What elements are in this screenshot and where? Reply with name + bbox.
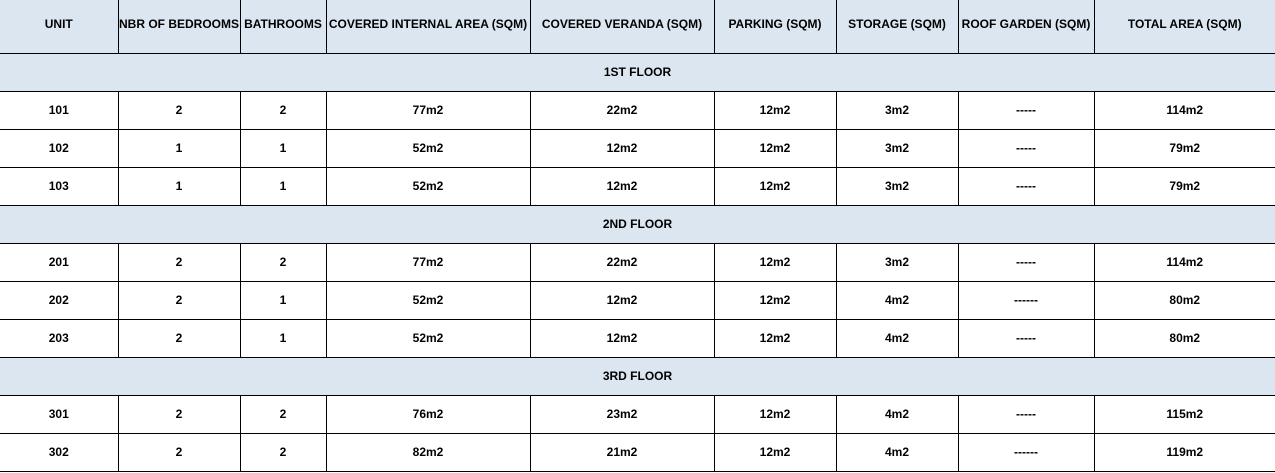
cell-storage: 4m2 [836, 281, 958, 319]
cell-bedrooms: 2 [118, 243, 240, 281]
cell-parking: 12m2 [714, 395, 836, 433]
cell-total-area: 79m2 [1094, 167, 1275, 205]
col-header-covered-veranda: COVERED VERANDA (SQM) [530, 0, 714, 53]
cell-storage: 4m2 [836, 433, 958, 471]
cell-unit: 302 [0, 433, 118, 471]
cell-parking: 12m2 [714, 243, 836, 281]
cell-unit: 103 [0, 167, 118, 205]
cell-total-area: 119m2 [1094, 433, 1275, 471]
cell-unit: 101 [0, 91, 118, 129]
cell-covered-internal-area: 77m2 [326, 243, 530, 281]
cell-parking: 12m2 [714, 281, 836, 319]
cell-parking: 12m2 [714, 167, 836, 205]
cell-bathrooms: 2 [240, 395, 326, 433]
floor-row-2nd [0, 205, 1275, 243]
cell-unit: 201 [0, 243, 118, 281]
cell-bathrooms: 1 [240, 129, 326, 167]
cell-bedrooms: 1 [118, 167, 240, 205]
table-row [0, 91, 1275, 129]
table-row [0, 281, 1275, 319]
cell-total-area: 79m2 [1094, 129, 1275, 167]
cell-total-area: 115m2 [1094, 395, 1275, 433]
cell-storage: 3m2 [836, 129, 958, 167]
cell-bathrooms: 2 [240, 91, 326, 129]
cell-bathrooms: 1 [240, 319, 326, 357]
col-header-unit: UNIT [0, 0, 118, 53]
cell-roof-garden: ------ [958, 281, 1094, 319]
cell-bathrooms: 2 [240, 433, 326, 471]
cell-roof-garden: ------ [958, 433, 1094, 471]
col-header-covered-internal-area: COVERED INTERNAL AREA (SQM) [326, 0, 530, 53]
cell-roof-garden: ----- [958, 129, 1094, 167]
cell-covered-internal-area: 52m2 [326, 281, 530, 319]
col-header-bathrooms: BATHROOMS [240, 0, 326, 53]
cell-total-area: 114m2 [1094, 91, 1275, 129]
col-header-parking: PARKING (SQM) [714, 0, 836, 53]
cell-roof-garden: ----- [958, 91, 1094, 129]
cell-covered-veranda: 22m2 [530, 243, 714, 281]
cell-storage: 3m2 [836, 91, 958, 129]
cell-total-area: 80m2 [1094, 281, 1275, 319]
cell-bedrooms: 2 [118, 319, 240, 357]
cell-storage: 3m2 [836, 167, 958, 205]
cell-storage: 4m2 [836, 319, 958, 357]
cell-covered-internal-area: 52m2 [326, 167, 530, 205]
cell-total-area: 80m2 [1094, 319, 1275, 357]
col-header-total-area: TOTAL AREA (SQM) [1094, 0, 1275, 53]
cell-bathrooms: 1 [240, 281, 326, 319]
cell-bedrooms: 2 [118, 395, 240, 433]
col-header-storage: STORAGE (SQM) [836, 0, 958, 53]
cell-covered-veranda: 12m2 [530, 319, 714, 357]
cell-storage: 3m2 [836, 243, 958, 281]
cell-bedrooms: 2 [118, 433, 240, 471]
cell-covered-veranda: 12m2 [530, 167, 714, 205]
cell-unit: 203 [0, 319, 118, 357]
table-row [0, 129, 1275, 167]
cell-bedrooms: 1 [118, 129, 240, 167]
cell-parking: 12m2 [714, 129, 836, 167]
floor-label: 2ND FLOOR [0, 205, 1275, 243]
cell-covered-veranda: 21m2 [530, 433, 714, 471]
cell-covered-internal-area: 52m2 [326, 319, 530, 357]
cell-unit: 102 [0, 129, 118, 167]
cell-covered-veranda: 12m2 [530, 129, 714, 167]
table-row [0, 243, 1275, 281]
floor-label: 1ST FLOOR [0, 53, 1275, 91]
cell-unit: 301 [0, 395, 118, 433]
table-row [0, 167, 1275, 205]
cell-bathrooms: 2 [240, 243, 326, 281]
table-header-row [0, 0, 1275, 53]
cell-covered-internal-area: 76m2 [326, 395, 530, 433]
cell-roof-garden: ----- [958, 167, 1094, 205]
floor-row-3rd [0, 357, 1275, 395]
cell-covered-veranda: 12m2 [530, 281, 714, 319]
table-row [0, 433, 1275, 471]
table-row [0, 395, 1275, 433]
cell-covered-internal-area: 52m2 [326, 129, 530, 167]
cell-parking: 12m2 [714, 319, 836, 357]
cell-bedrooms: 2 [118, 281, 240, 319]
cell-roof-garden: ----- [958, 319, 1094, 357]
cell-roof-garden: ----- [958, 395, 1094, 433]
cell-unit: 202 [0, 281, 118, 319]
cell-parking: 12m2 [714, 433, 836, 471]
cell-roof-garden: ----- [958, 243, 1094, 281]
floor-label: 3RD FLOOR [0, 357, 1275, 395]
cell-total-area: 114m2 [1094, 243, 1275, 281]
cell-covered-veranda: 23m2 [530, 395, 714, 433]
cell-parking: 12m2 [714, 91, 836, 129]
col-header-roof-garden: ROOF GARDEN (SQM) [958, 0, 1094, 53]
col-header-bedrooms: NBR OF BEDROOMS [118, 0, 240, 53]
floor-row-1st [0, 53, 1275, 91]
cell-covered-internal-area: 82m2 [326, 433, 530, 471]
cell-bathrooms: 1 [240, 167, 326, 205]
cell-bedrooms: 2 [118, 91, 240, 129]
cell-covered-internal-area: 77m2 [326, 91, 530, 129]
cell-covered-veranda: 22m2 [530, 91, 714, 129]
table-row [0, 319, 1275, 357]
cell-storage: 4m2 [836, 395, 958, 433]
